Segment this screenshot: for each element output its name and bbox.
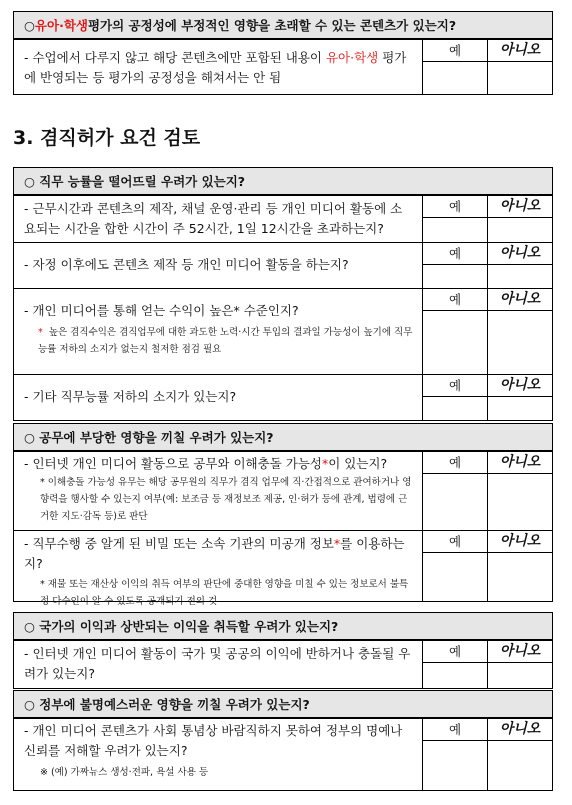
checklist-row bbox=[14, 288, 552, 374]
yes-label: 예 bbox=[448, 292, 462, 307]
item-footnote bbox=[24, 324, 414, 358]
yes-no-checkbox-group bbox=[422, 196, 552, 242]
no-check-cell[interactable] bbox=[487, 741, 552, 790]
checklist-row bbox=[14, 451, 552, 530]
yes-check-cell[interactable] bbox=[423, 218, 487, 242]
section-header bbox=[14, 12, 552, 39]
item-main: - 개인 미디어 콘텐츠가 사회 통념상 바람직하지 못하여 정부의 명예나 신뢰를 저해할 우려가 있는지? bbox=[24, 723, 403, 758]
yes-label: 예 bbox=[448, 246, 462, 261]
section-header: ○ 정부에 불명예스러운 영향을 끼칠 우려가 있는지? bbox=[14, 691, 552, 718]
header-highlight: 유아·학생 bbox=[34, 18, 88, 33]
item-text-b: 평가에 반영되는 등 평가의 공정성을 해쳐서는 안 됨 bbox=[24, 50, 407, 85]
item-main bbox=[24, 534, 414, 574]
footnote-text: 이해충돌 가능성 유무는 해당 공무원의 직무가 겸직 업무에 직·간접적으로 관여하거나 영향력을 행사할 수 있는지 여부(예: 보조금 등 재정보조 제공, 인·허가 등에 관계, 법령에 근거한 지도·감독 등)로 판단 bbox=[40, 477, 412, 522]
yes-no-checkbox-group bbox=[422, 375, 552, 420]
yes-label: 예 bbox=[448, 722, 462, 737]
asterisk: * bbox=[40, 477, 45, 488]
section-title: 3. 겸직허가 요건 검토 bbox=[13, 127, 201, 149]
item-text-a: - 수업에서 다루지 않고 해당 콘텐츠에만 포함된 내용이 bbox=[24, 50, 326, 65]
no-check-cell[interactable] bbox=[487, 474, 552, 530]
item-text: - 인터넷 개인 미디어 활동이 국가 및 공공의 이익에 반하거나 충돌될 우려가 있는지? bbox=[24, 646, 411, 681]
item-text: - 자정 이후에도 콘텐츠 제작 등 개인 미디어 활동을 하는지? bbox=[24, 257, 349, 272]
item-main-b: 이 있는지? bbox=[328, 456, 388, 471]
no-check-cell[interactable] bbox=[487, 553, 552, 601]
no-check-cell[interactable] bbox=[487, 397, 552, 420]
item-main bbox=[24, 454, 414, 474]
item-footnote bbox=[24, 576, 414, 610]
checklist-row bbox=[14, 195, 552, 242]
checklist-row bbox=[14, 530, 552, 607]
yes-label: 예 bbox=[448, 644, 462, 659]
item-text: - 근무시간과 콘텐츠의 제작, 채널 운영·관리 등 개인 미디어 활동에 소요되는 시간을 합한 시간이 주 52시간, 1일 12시간을 초과하는지? bbox=[24, 201, 403, 236]
header-text: 평가의 공정성에 부정적인 영향을 초래할 수 있는 콘텐츠가 있는지? bbox=[87, 18, 457, 33]
yes-label: 예 bbox=[448, 43, 462, 58]
no-label: 아니오 bbox=[487, 289, 552, 310]
no-label: 아니오 bbox=[487, 719, 552, 740]
yes-check-cell[interactable] bbox=[423, 265, 487, 288]
item-main-b: 를 이용하는지? bbox=[24, 536, 405, 571]
item-text bbox=[14, 289, 422, 374]
no-label: 아니오 bbox=[487, 375, 552, 396]
item-footnote: ※ (예) 가짜뉴스 생성·전파, 욕설 사용 등 bbox=[40, 767, 209, 778]
public-duty-table bbox=[13, 423, 553, 607]
yes-label: 예 bbox=[448, 534, 462, 549]
item-main-a: - 직무수행 중 알게 된 비밀 또는 소속 기관의 미공개 정보 bbox=[24, 536, 334, 551]
item-text-highlight: 유아·학생 bbox=[325, 50, 379, 65]
item-text bbox=[14, 452, 422, 530]
yes-no-checkbox-group bbox=[422, 289, 552, 374]
asterisk: * bbox=[40, 579, 45, 590]
evaluation-fairness-table bbox=[13, 11, 553, 95]
section-header: ○ 직무 능률을 떨어뜨릴 우려가 있는지? bbox=[14, 168, 552, 195]
yes-no-checkbox-group bbox=[422, 641, 552, 688]
no-label: 아니오 bbox=[487, 452, 552, 473]
asterisk: * bbox=[321, 456, 329, 471]
no-label: 아니오 bbox=[487, 531, 552, 552]
item-main-a: - 인터넷 개인 미디어 활동으로 공무와 이해충돌 가능성 bbox=[24, 456, 322, 471]
checklist-row bbox=[14, 640, 552, 688]
yes-check-cell[interactable] bbox=[423, 397, 487, 420]
no-check-cell[interactable] bbox=[487, 311, 552, 374]
yes-check-cell[interactable] bbox=[423, 474, 487, 530]
no-check-cell[interactable] bbox=[487, 663, 552, 688]
item-main: - 개인 미디어를 통해 얻는 수익이 높은* 수준인지? bbox=[24, 303, 299, 318]
yes-no-checkbox-group bbox=[422, 719, 552, 790]
checklist-row bbox=[14, 242, 552, 288]
item-text bbox=[14, 719, 422, 790]
yes-no-checkbox-group bbox=[422, 531, 552, 601]
bullet: ○ bbox=[24, 17, 35, 33]
yes-label: 예 bbox=[448, 378, 462, 393]
no-label: 아니오 bbox=[487, 641, 552, 662]
no-label: 아니오 bbox=[487, 40, 552, 61]
asterisk: * bbox=[333, 536, 341, 551]
section-header: ○ 국가의 이익과 상반되는 이익을 취득할 우려가 있는지? bbox=[14, 613, 552, 640]
yes-no-checkbox-group bbox=[422, 452, 552, 530]
yes-check-cell[interactable] bbox=[423, 62, 487, 94]
footnote-text: 높은 겸직수익은 겸직업무에 대한 과도한 노력·시간 투입의 결과일 가능성이 높기에 직무 능률 저하의 소지가 없는지 철저한 점검 필요 bbox=[38, 327, 413, 355]
asterisk: * bbox=[38, 327, 43, 338]
checklist-row bbox=[14, 374, 552, 420]
yes-check-cell[interactable] bbox=[423, 741, 487, 790]
yes-no-checkbox-group bbox=[422, 243, 552, 288]
national-interest-table bbox=[13, 612, 553, 689]
section-header: ○ 공무에 부당한 영향을 끼칠 우려가 있는지? bbox=[14, 424, 552, 451]
yes-check-cell[interactable] bbox=[423, 663, 487, 688]
no-label: 아니오 bbox=[487, 196, 552, 217]
yes-label: 예 bbox=[448, 455, 462, 470]
no-check-cell[interactable] bbox=[487, 62, 552, 94]
item-text: - 기타 직무능률 저하의 소지가 있는지? bbox=[24, 389, 237, 404]
item-text bbox=[14, 40, 422, 94]
checklist-row bbox=[14, 718, 552, 790]
checklist-row bbox=[14, 39, 552, 94]
government-reputation-table bbox=[13, 690, 553, 791]
item-footnote bbox=[24, 474, 414, 525]
yes-label: 예 bbox=[448, 199, 462, 214]
yes-check-cell[interactable] bbox=[423, 553, 487, 601]
work-efficiency-table bbox=[13, 167, 553, 421]
yes-check-cell[interactable] bbox=[423, 311, 487, 374]
no-check-cell[interactable] bbox=[487, 265, 552, 288]
no-label: 아니오 bbox=[487, 243, 552, 264]
item-text bbox=[14, 531, 422, 607]
footnote-text: 재물 또는 재산상 이익의 취득 여부의 판단에 중대한 영향을 미칠 수 있는 정보로서 불특정 다수인이 알 수 있도록 공개되기 전의 것 bbox=[40, 579, 409, 607]
no-check-cell[interactable] bbox=[487, 218, 552, 242]
yes-no-checkbox-group bbox=[422, 40, 552, 94]
